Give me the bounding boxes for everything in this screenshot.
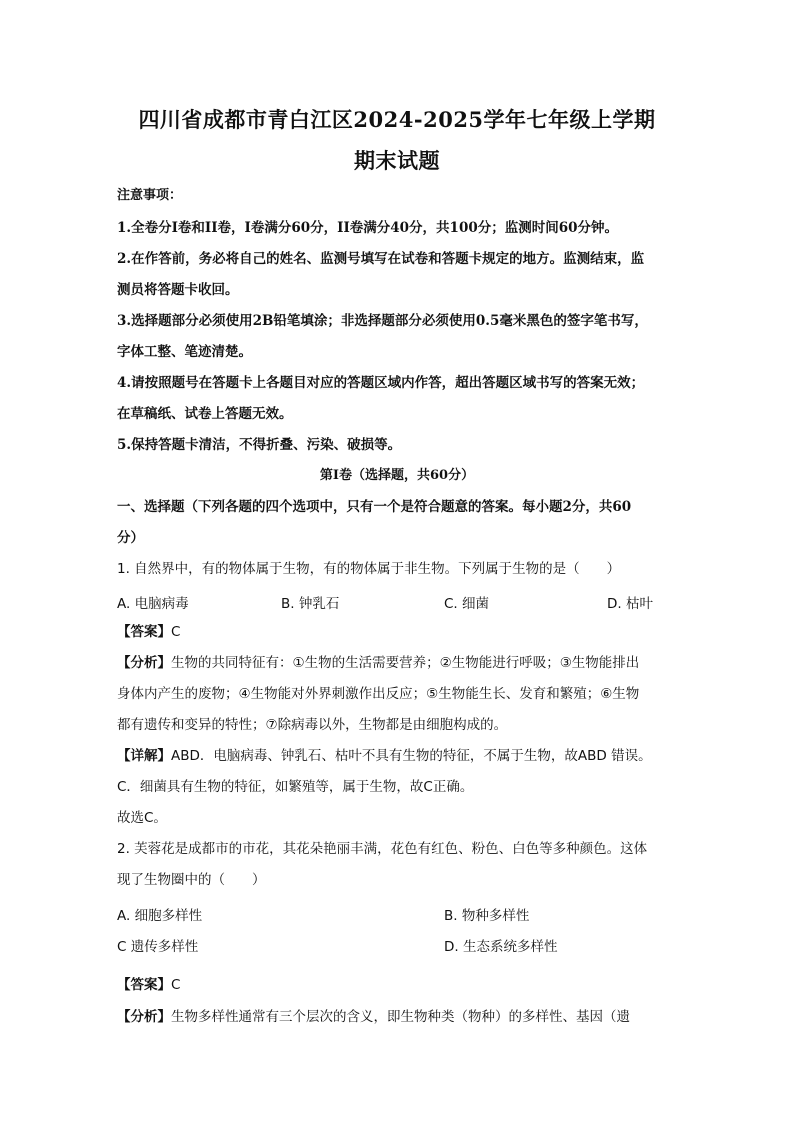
detail-tag: 【详解】 bbox=[117, 748, 171, 764]
answer-tag: 【答案】 bbox=[117, 624, 171, 640]
notice-item: 测员将答题卡收回。 bbox=[117, 282, 239, 298]
question-2-option-d: D. 生态系统多样性 bbox=[444, 939, 558, 955]
notice-item: 在草稿纸、试卷上答题无效。 bbox=[117, 406, 293, 422]
question-2-option-b: B. 物种多样性 bbox=[444, 908, 530, 924]
analysis-text: 都有遗传和变异的特性；⑦除病毒以外，生物都是由细胞构成的。 bbox=[117, 717, 508, 733]
answer-value: C bbox=[171, 977, 181, 993]
detail-text: 故选C。 bbox=[117, 810, 167, 826]
analysis-tag: 【分析】 bbox=[117, 1009, 171, 1025]
notice-item: 1.全卷分I卷和II卷，I卷满分60分，II卷满分40分，共100分；监测时间60分钟。 bbox=[117, 220, 619, 236]
question-1-detail bbox=[117, 746, 677, 766]
section-instruction: 分） bbox=[117, 530, 144, 546]
question-1-answer bbox=[117, 622, 677, 642]
question-2-stem: 2. 芙蓉花是成都市的市花，其花朵艳丽丰满，花色有红色、粉色、白色等多种颜色。这体 bbox=[117, 841, 648, 857]
notice-item: 5.保持答题卡清洁，不得折叠、污染、破损等。 bbox=[117, 437, 402, 453]
notice-item: 字体工整、笔迹清楚。 bbox=[117, 344, 252, 360]
question-1-option-c: C. 细菌 bbox=[444, 596, 490, 612]
notice-heading: 注意事项： bbox=[117, 188, 183, 203]
section-instruction: 一、选择题（下列各题的四个选项中，只有一个是符合题意的答案。每小题2分，共60 bbox=[117, 499, 632, 515]
detail-text: C．细菌具有生物的特征，如繁殖等，属于生物，故C正确。 bbox=[117, 779, 474, 795]
analysis-text: 生物多样性通常有三个层次的含义，即生物种类（物种）的多样性、基因（遗 bbox=[171, 1009, 630, 1025]
detail-text: ABD．电脑病毒、钟乳石、枯叶不具有生物的特征，不属于生物，故ABD 错误。 bbox=[171, 748, 652, 764]
exam-title: 四川省成都市青白江区2024-2025学年七年级上学期 bbox=[138, 107, 656, 132]
question-2-answer bbox=[117, 975, 677, 995]
question-2-stem: 现了生物圈中的（ ） bbox=[117, 872, 266, 888]
notice-item: 3.选择题部分必须使用2B铅笔填涂；非选择题部分必须使用0.5毫米黑色的签字笔书写， bbox=[117, 313, 648, 329]
notice-item: 4.请按照题号在答题卡上各题目对应的答题区域内作答，超出答题区域书写的答案无效； bbox=[117, 375, 645, 391]
exam-subtitle: 期末试题 bbox=[354, 148, 440, 173]
section-title: 第I卷（选择题，共60分） bbox=[319, 468, 475, 483]
analysis-tag: 【分析】 bbox=[117, 655, 171, 671]
question-1-option-b: B. 钟乳石 bbox=[281, 596, 340, 612]
question-1-option-d: D. 枯叶 bbox=[607, 596, 653, 612]
answer-value: C bbox=[171, 624, 181, 640]
answer-tag: 【答案】 bbox=[117, 977, 171, 993]
question-2-option-a: A. 细胞多样性 bbox=[117, 908, 203, 924]
question-1-option-a: A. 电脑病毒 bbox=[117, 596, 189, 612]
analysis-text: 生物的共同特征有：①生物的生活需要营养；②生物能进行呼吸；③生物能排出 bbox=[171, 655, 640, 671]
question-2-option-c: C 遗传多样性 bbox=[117, 939, 199, 955]
question-1-stem: 1. 自然界中，有的物体属于生物，有的物体属于非生物。下列属于生物的是（ ） bbox=[117, 561, 621, 577]
question-2-analysis bbox=[117, 1007, 677, 1027]
analysis-text: 身体内产生的废物；④生物能对外界刺激作出反应；⑤生物能生长、发育和繁殖；⑥生物 bbox=[117, 686, 640, 702]
notice-item: 2.在作答前，务必将自己的姓名、监测号填写在试卷和答题卡规定的地方。监测结束，监 bbox=[117, 251, 645, 267]
question-1-analysis bbox=[117, 653, 677, 673]
